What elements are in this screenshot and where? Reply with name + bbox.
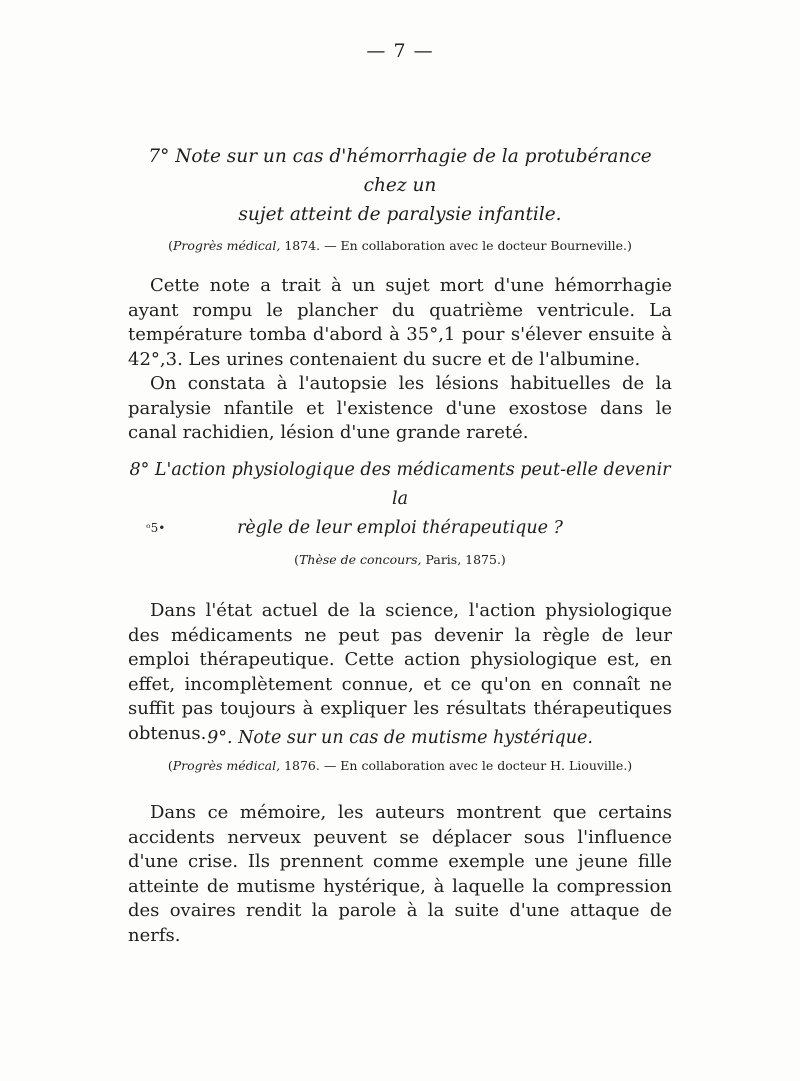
section-8-source-rest: Paris, 1875.): [425, 552, 506, 567]
section-9-source-title: Progrès médical,: [172, 758, 281, 773]
section-9-source-rest: 1876. — En collaboration avec le docteur H. Liouville.): [284, 758, 633, 773]
section-9-source: (Progrès médical, 1876. — En collaboration avec le docteur H. Liouville.): [167, 758, 633, 773]
section-9-paragraph-1: Dans ce mémoire, les auteurs montrent que certains accidents nerveux peuvent se déplacer sous l'influence d'une crise. Ils prennent comme exemple une jeune fille atteinte de mutisme hystérique, à laquelle la compression des ovaires rendit la parole à la suite d'une attaque de nerfs.: [128, 802, 672, 946]
section-8: [128, 456, 672, 746]
section-7-heading-line-1: 7° Note sur un cas d'hémorrhagie de la protubérance chez un: [148, 146, 652, 196]
section-7-paragraph-2: On constata à l'autopsie les lésions habituelles de la paralysie nfantile et l'existence d'une exostose dans le canal rachidien, lésion d'une grande rareté.: [128, 373, 672, 443]
section-7-heading-line-2: sujet atteint de paralysie infantile.: [238, 204, 562, 225]
section-8-source-title: Thèse de concours,: [299, 552, 422, 567]
section-7-source-title: Progrès médical,: [172, 238, 281, 253]
section-8-heading-line-1: 8° L'action physiologique des médicaments peut-elle devenir la: [129, 460, 671, 509]
page-number: — 7 —: [366, 40, 434, 62]
section-8-source: (Thèse de concours, Paris, 1875.): [294, 552, 506, 567]
section-9-heading-line-1: 9°. Note sur un cas de mutisme hystérique.: [207, 728, 593, 748]
section-7-heading: [128, 142, 672, 229]
section-7: [128, 142, 672, 446]
section-9-heading: [128, 724, 672, 753]
section-7-paragraph-1: Cette note a trait à un sujet mort d'une hémorrhagie ayant rompu le plancher du quatrième ventricule. La température tomba d'abord à 35°,1 pour s'élever ensuite à 42°,3. Les urines contenaient du sucre et de l'albumine.: [128, 275, 672, 370]
section-8-paragraph-1: Dans l'état actuel de la science, l'action physiologique des médicaments ne peut pas devenir la règle de leur emploi thérapeutique. Cette action physiologique est, en effet, incomplètement connue, et ce qu'on en connaît ne suffit pas toujours à expliquer les résultats thérapeutiques obtenus.: [128, 600, 672, 744]
stray-print-mark: ᵒ5•: [146, 521, 166, 535]
section-9: [128, 724, 672, 948]
section-8-heading-line-2: règle de leur emploi thérapeutique ?: [237, 518, 563, 538]
section-7-source: (Progrès médical, 1874. — En collaboration avec le docteur Bourneville.): [168, 238, 632, 253]
section-8-heading: [128, 456, 672, 543]
section-7-source-rest: 1874. — En collaboration avec le docteur Bourneville.): [284, 238, 632, 253]
